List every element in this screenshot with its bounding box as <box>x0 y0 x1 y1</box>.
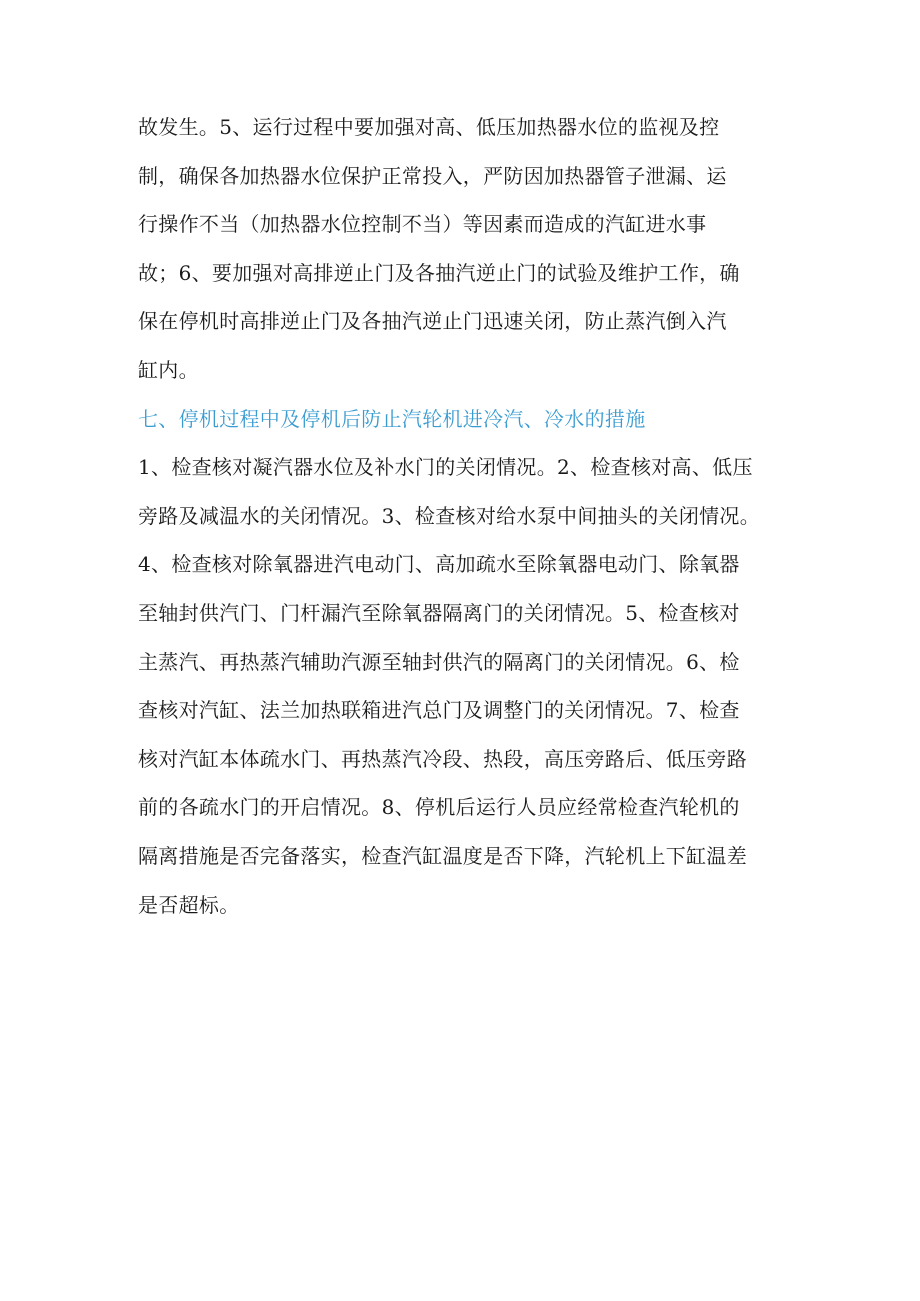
paragraph-line: 主蒸汽、再热蒸汽辅助汽源至轴封供汽的隔离门的关闭情况。6、检 <box>138 649 740 674</box>
paragraph-line: 是否超标。 <box>138 892 240 917</box>
document-body <box>138 103 803 929</box>
paragraph-line: 制，确保各加热器水位保护正常投入，严防因加热器管子泄漏、运 <box>138 163 727 188</box>
paragraph-line: 故发生。5、运行过程中要加强对高、低压加热器水位的监视及控 <box>138 115 720 139</box>
paragraph-line: 故；6、要加强对高排逆止门及各抽汽逆止门的试验及维护工作，确 <box>138 260 740 285</box>
paragraph-line: 隔离措施是否完备落实，检查汽缸温度是否下降，汽轮机上下缸温差 <box>138 843 747 868</box>
section-heading: 七、停机过程中及停机后防止汽轮机进冷汽、冷水的措施 <box>138 406 646 431</box>
paragraph-line: 行操作不当（加热器水位控制不当）等因素而造成的汽缸进水事 <box>138 212 707 237</box>
paragraph-line: 4、检查核对除氧器进汽电动门、高加疏水至除氧器电动门、除氧器 <box>138 552 740 577</box>
paragraph-line: 前的各疏水门的开启情况。8、停机后运行人员应经常检查汽轮机的 <box>138 795 740 820</box>
paragraph-shutdown-measures <box>138 443 803 929</box>
paragraph-line: 保在停机时高排逆止门及各抽汽逆止门迅速关闭，防止蒸汽倒入汽 <box>138 309 727 334</box>
paragraph-line: 核对汽缸本体疏水门、再热蒸汽冷段、热段，高压旁路后、低压旁路 <box>138 746 747 771</box>
paragraph-line: 至轴封供汽门、门杆漏汽至除氧器隔离门的关闭情况。5、检查核对 <box>138 600 740 625</box>
paragraph-line: 旁路及减温水的关闭情况。3、检查核对给水泵中间抽头的关闭情况。 <box>138 503 761 528</box>
paragraph-measures-5-6 <box>138 103 803 395</box>
paragraph-line: 查核对汽缸、法兰加热联箱进汽总门及调整门的关闭情况。7、检查 <box>138 698 740 723</box>
paragraph-line: 1、检查核对凝汽器水位及补水门的关闭情况。2、检查核对高、低压 <box>138 455 753 480</box>
paragraph-line: 缸内。 <box>138 357 199 382</box>
